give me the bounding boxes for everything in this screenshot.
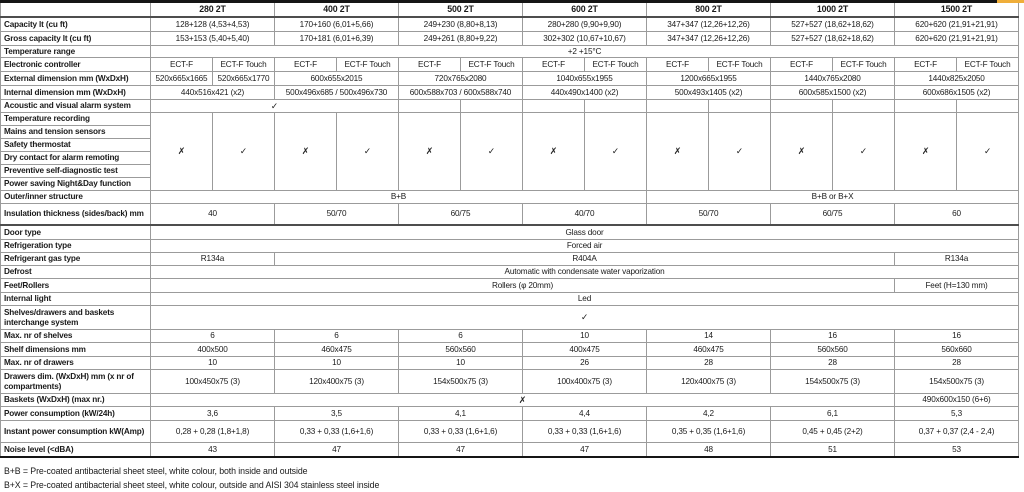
empty-cell: [833, 100, 895, 113]
row-label: Internal light: [1, 293, 151, 306]
model-header: 280 2T: [151, 2, 275, 18]
spec-value: 490x600x150 (6+6): [895, 394, 1019, 407]
empty-cell: [895, 100, 957, 113]
row-label: Door type: [1, 225, 151, 240]
spec-value: ECT-F: [399, 58, 461, 72]
empty-cell: [461, 100, 523, 113]
cross-mark-icon: ✗: [399, 113, 461, 191]
row-door-type: [1, 225, 1019, 240]
spec-value: 500x496x685 / 500x496x730: [275, 86, 399, 100]
spec-value: 0,33 + 0,33 (1,6+1,6): [275, 421, 399, 443]
spec-value: 47: [275, 443, 399, 458]
check-mark-icon: ✓: [213, 113, 275, 191]
spec-value: 154x500x75 (3): [771, 370, 895, 394]
spec-value: 6: [151, 330, 275, 343]
spec-value: 520x665x1770: [213, 72, 275, 86]
spec-value: 0,33 + 0,33 (1,6+1,6): [399, 421, 523, 443]
spec-value: 0,37 + 0,37 (2,4 - 2,4): [895, 421, 1019, 443]
row-refrigeration-type: [1, 240, 1019, 253]
row-gross-capacity: [1, 32, 1019, 46]
row-max-shelves: [1, 330, 1019, 343]
cross-mark-icon: ✗: [151, 394, 895, 407]
spec-value: ECT-F Touch: [213, 58, 275, 72]
spec-value: ECT-F Touch: [957, 58, 1019, 72]
empty-cell: [957, 100, 1019, 113]
spec-value: 6: [399, 330, 523, 343]
spec-value: Forced air: [151, 240, 1019, 253]
empty-cell: [647, 100, 709, 113]
spec-value: 249+230 (8,80+8,13): [399, 17, 523, 32]
row-temperature-range: [1, 46, 1019, 58]
spec-value: 1040x655x1955: [523, 72, 647, 86]
spec-value: 53: [895, 443, 1019, 458]
spec-value: 1440x765x2080: [771, 72, 895, 86]
row-label: Power consumption (kW/24h): [1, 407, 151, 421]
row-insulation: [1, 204, 1019, 226]
spec-value: 500x493x1405 (x2): [647, 86, 771, 100]
spec-value: 600x585x1500 (x2): [771, 86, 895, 100]
spec-value: 51: [771, 443, 895, 458]
spec-value: 600x655x2015: [275, 72, 399, 86]
spec-value: 460x475: [275, 343, 399, 357]
spec-value: 170+160 (6,01+5,66): [275, 17, 399, 32]
row-label: Electronic controller: [1, 58, 151, 72]
spec-value: ECT-F Touch: [709, 58, 771, 72]
row-external-dimension: [1, 72, 1019, 86]
spec-value: 5,3: [895, 407, 1019, 421]
footnotes: [4, 464, 1024, 492]
spec-value: 10: [275, 357, 399, 370]
empty-cell: [771, 100, 833, 113]
row-label: Shelf dimensions mm: [1, 343, 151, 357]
spec-value: B+B: [151, 191, 647, 204]
spec-value: 16: [895, 330, 1019, 343]
row-label: Max. nr of drawers: [1, 357, 151, 370]
spec-value: Led: [151, 293, 1019, 306]
spec-value: 0,33 + 0,33 (1,6+1,6): [523, 421, 647, 443]
footnote-bb: B+B = Pre-coated antibacterial sheet steel, white colour, both inside and outside: [4, 466, 308, 476]
spec-value: 0,45 + 0,45 (2+2): [771, 421, 895, 443]
row-label: Temperature recording: [1, 113, 151, 126]
spec-value: 50/70: [275, 204, 399, 226]
spec-value: 170+181 (6,01+6,39): [275, 32, 399, 46]
spec-value: 3,6: [151, 407, 275, 421]
row-label: Baskets (WxDxH) (max nr.): [1, 394, 151, 407]
row-electronic-controller: [1, 58, 1019, 72]
check-mark-icon: ✓: [957, 113, 1019, 191]
spec-value: 47: [523, 443, 647, 458]
cross-mark-icon: ✗: [151, 113, 213, 191]
row-refrigerant: [1, 253, 1019, 266]
spec-value: Rollers (φ 20mm): [151, 279, 895, 293]
spec-value: 10: [399, 357, 523, 370]
check-mark-icon: ✓: [337, 113, 399, 191]
row-label: Dry contact for alarm remoting: [1, 152, 151, 165]
spec-value: 620+620 (21,91+21,91): [895, 17, 1019, 32]
row-label: Instant power consumption kW(Amp): [1, 421, 151, 443]
spec-value: 520x665x1665: [151, 72, 213, 86]
spec-value: 400x475: [523, 343, 647, 357]
spec-value: 3,5: [275, 407, 399, 421]
spec-value: 153+153 (5,40+5,40): [151, 32, 275, 46]
row-baskets: [1, 394, 1019, 407]
spec-value: 154x500x75 (3): [895, 370, 1019, 394]
spec-value: 120x400x75 (3): [647, 370, 771, 394]
spec-value: 4,1: [399, 407, 523, 421]
check-mark-icon: ✓: [461, 113, 523, 191]
model-header: 400 2T: [275, 2, 399, 18]
spec-value: Automatic with condensate water vaporization: [151, 266, 1019, 279]
spec-value: 60/75: [399, 204, 523, 226]
spec-value: 6: [275, 330, 399, 343]
check-mark-icon: ✓: [151, 100, 399, 113]
spec-value: ECT-F: [523, 58, 585, 72]
row-label: Preventive self-diagnostic test: [1, 165, 151, 178]
check-mark-icon: ✓: [151, 306, 1019, 330]
row-drawers-dimensions: [1, 370, 1019, 394]
cross-mark-icon: ✗: [895, 113, 957, 191]
row-label: Acoustic and visual alarm system: [1, 100, 151, 113]
model-header: 1000 2T: [771, 2, 895, 18]
row-noise-level: [1, 443, 1019, 458]
row-label: Temperature range: [1, 46, 151, 58]
cross-mark-icon: ✗: [771, 113, 833, 191]
model-header: 500 2T: [399, 2, 523, 18]
spec-value: 560x660: [895, 343, 1019, 357]
spec-value: 1200x665x1955: [647, 72, 771, 86]
row-internal-light: [1, 293, 1019, 306]
cross-mark-icon: ✗: [647, 113, 709, 191]
spec-value: 527+527 (18,62+18,62): [771, 17, 895, 32]
spec-value: ECT-F: [647, 58, 709, 72]
row-label: Drawers dim. (WxDxH) mm (x nr of compartments): [1, 370, 151, 394]
row-label: Insulation thickness (sides/back) mm: [1, 204, 151, 226]
spec-value: 28: [647, 357, 771, 370]
spec-value: 440x490x1400 (x2): [523, 86, 647, 100]
spec-value: 40/70: [523, 204, 647, 226]
row-label: Power saving Night&Day function: [1, 178, 151, 191]
row-label: Refrigerant gas type: [1, 253, 151, 266]
spec-value: +2 +15°C: [151, 46, 1019, 58]
spec-value: 600x686x1505 (x2): [895, 86, 1019, 100]
spec-value: 347+347 (12,26+12,26): [647, 32, 771, 46]
model-header: 800 2T: [647, 2, 771, 18]
spec-value: R134a: [895, 253, 1019, 266]
spec-value: 154x500x75 (3): [399, 370, 523, 394]
spec-value: 560x560: [399, 343, 523, 357]
row-label: Outer/inner structure: [1, 191, 151, 204]
spec-value: 0,28 + 0,28 (1,8+1,8): [151, 421, 275, 443]
spec-value: 10: [523, 330, 647, 343]
empty-cell: [399, 100, 461, 113]
model-header: 600 2T: [523, 2, 647, 18]
row-label: Gross capacity lt (cu ft): [1, 32, 151, 46]
spec-value: ECT-F: [771, 58, 833, 72]
row-shelf-dimensions: [1, 343, 1019, 357]
row-instant-power: [1, 421, 1019, 443]
spec-value: ECT-F Touch: [337, 58, 399, 72]
cross-mark-icon: ✗: [275, 113, 337, 191]
spec-value: 560x560: [771, 343, 895, 357]
spec-value: B+B or B+X: [647, 191, 1019, 204]
model-header-row: [1, 2, 1019, 18]
spec-value: ECT-F: [275, 58, 337, 72]
row-power-consumption: [1, 407, 1019, 421]
spec-value: 720x765x2080: [399, 72, 523, 86]
corner-accent-bar: [997, 0, 1024, 3]
spec-value: 10: [151, 357, 275, 370]
row-label: Internal dimension mm (WxDxH): [1, 86, 151, 100]
spec-value: 28: [771, 357, 895, 370]
spec-value: 249+261 (8,80+9,22): [399, 32, 523, 46]
row-label: Shelves/drawers and baskets interchange system: [1, 306, 151, 330]
row-alarm-system: [1, 100, 1019, 113]
spec-value: 4,2: [647, 407, 771, 421]
spec-value: 1440x825x2050: [895, 72, 1019, 86]
spec-value: 100x400x75 (3): [523, 370, 647, 394]
cross-mark-icon: ✗: [523, 113, 585, 191]
empty-cell: [523, 100, 585, 113]
spec-value: 280+280 (9,90+9,90): [523, 17, 647, 32]
spec-value: 302+302 (10,67+10,67): [523, 32, 647, 46]
spec-value: 60/75: [771, 204, 895, 226]
spec-value: ECT-F Touch: [585, 58, 647, 72]
spec-value: 40: [151, 204, 275, 226]
spec-value: 620+620 (21,91+21,91): [895, 32, 1019, 46]
spec-value: ECT-F Touch: [461, 58, 523, 72]
empty-cell: [585, 100, 647, 113]
spec-value: ECT-F: [151, 58, 213, 72]
row-internal-dimension: [1, 86, 1019, 100]
spec-value: 26: [523, 357, 647, 370]
check-mark-icon: ✓: [709, 113, 771, 191]
row-label: Feet/Rollers: [1, 279, 151, 293]
spec-value: 400x500: [151, 343, 275, 357]
spec-value: 120x400x75 (3): [275, 370, 399, 394]
spec-value: 47: [399, 443, 523, 458]
row-feet-rollers: [1, 279, 1019, 293]
row-label: Max. nr of shelves: [1, 330, 151, 343]
row-label: Mains and tension sensors: [1, 126, 151, 139]
spec-value: 6,1: [771, 407, 895, 421]
spec-value: 14: [647, 330, 771, 343]
spec-value: 527+527 (18,62+18,62): [771, 32, 895, 46]
row-label: Noise level (<dBA): [1, 443, 151, 458]
row-label: Safety thermostat: [1, 139, 151, 152]
spec-value: ECT-F: [895, 58, 957, 72]
row-capacity: [1, 17, 1019, 32]
spec-value: 28: [895, 357, 1019, 370]
row-temperature-recording: [1, 113, 1019, 126]
row-interchange-system: [1, 306, 1019, 330]
spec-value: R404A: [275, 253, 895, 266]
spec-value: 100x450x75 (3): [151, 370, 275, 394]
footnote-bx: B+X = Pre-coated antibacterial sheet steel, white colour, outside and AISI 304 stainless steel inside: [4, 480, 380, 490]
row-label: Capacity lt (cu ft): [1, 17, 151, 32]
spec-value: 48: [647, 443, 771, 458]
corner-empty-cell: [1, 2, 151, 18]
spec-value: 600x588x703 / 600x588x740: [399, 86, 523, 100]
spec-value: Feet (H=130 mm): [895, 279, 1019, 293]
row-max-drawers: [1, 357, 1019, 370]
row-label: Defrost: [1, 266, 151, 279]
spec-value: 440x516x421 (x2): [151, 86, 275, 100]
row-structure: [1, 191, 1019, 204]
row-label: External dimension mm (WxDxH): [1, 72, 151, 86]
spec-value: 43: [151, 443, 275, 458]
spec-value: 16: [771, 330, 895, 343]
check-mark-icon: ✓: [833, 113, 895, 191]
spec-value: 347+347 (12,26+12,26): [647, 17, 771, 32]
spec-value: R134a: [151, 253, 275, 266]
model-header: 1500 2T: [895, 2, 1019, 18]
row-defrost: [1, 266, 1019, 279]
spec-value: 50/70: [647, 204, 771, 226]
spec-value: Glass door: [151, 225, 1019, 240]
empty-cell: [709, 100, 771, 113]
check-mark-icon: ✓: [585, 113, 647, 191]
spec-value: 4,4: [523, 407, 647, 421]
spec-value: 0,35 + 0,35 (1,6+1,6): [647, 421, 771, 443]
spec-value: ECT-F Touch: [833, 58, 895, 72]
spec-value: 128+128 (4,53+4,53): [151, 17, 275, 32]
spec-value: 60: [895, 204, 1019, 226]
row-label: Refrigeration type: [1, 240, 151, 253]
spec-value: 460x475: [647, 343, 771, 357]
